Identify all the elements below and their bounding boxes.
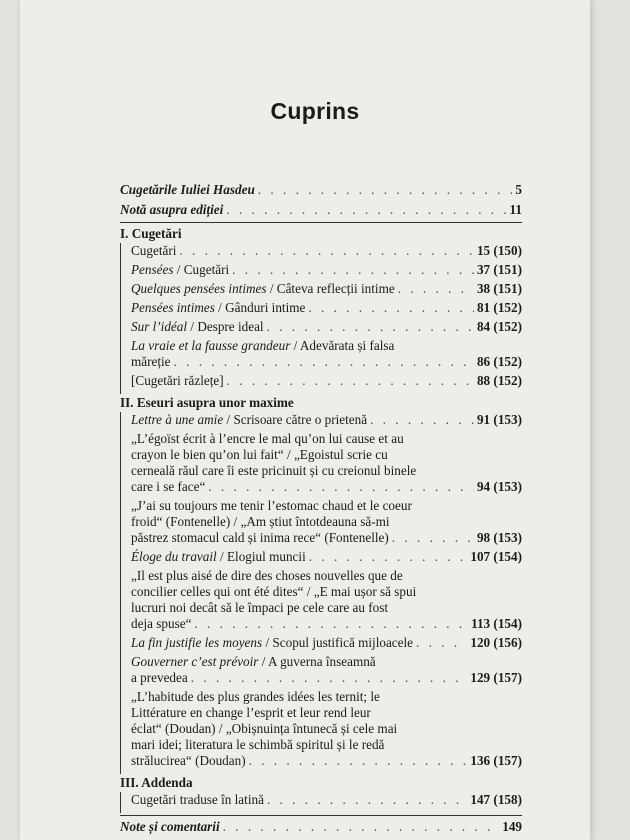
entry-page: 98 (153) [476, 530, 522, 545]
entry-text: deja spuse“ [131, 616, 192, 631]
leader-dots [232, 262, 474, 278]
toc-item-label: Notă asupra ediției [120, 202, 224, 217]
entry-line [131, 737, 522, 753]
toc-entry[interactable] [131, 300, 522, 316]
entry-text: mari idei; literatura le schimbă spiritul și le redă [131, 737, 385, 752]
entry-line [131, 654, 522, 670]
entry-line [131, 338, 522, 354]
entry-text: Littérature en change l’esprit et leur rend leur [131, 705, 371, 720]
toc-entry[interactable] [131, 412, 522, 428]
entry-separator: / [258, 654, 268, 669]
leader-dots [174, 354, 474, 370]
toc-item-page: 149 [502, 819, 522, 834]
entry-label [131, 243, 176, 259]
toc-item-page: 11 [509, 202, 522, 217]
leader-dots [227, 373, 474, 389]
entry-title-romanian-cont: a prevedea [131, 670, 188, 685]
sections [120, 226, 522, 813]
entry-label [131, 281, 395, 297]
entry-label [131, 300, 305, 316]
leader-dots [194, 616, 468, 632]
section-heading[interactable]: II. Eseuri asupra unor maxime [120, 395, 294, 410]
entry-separator: / [173, 262, 184, 277]
entry-text: păstrez stomacul cald și inima rece“ (Fontenelle) [131, 530, 389, 545]
page-title: Cuprins [270, 98, 360, 124]
entry-label [131, 654, 376, 670]
toc-entry[interactable] [131, 338, 522, 370]
toc-entry[interactable] [131, 431, 522, 495]
entry-text: „Il est plus aisé de dire des choses nouvelles que de [131, 568, 403, 583]
entry-line [131, 262, 522, 278]
leader-dots [398, 281, 474, 297]
toc-entry[interactable] [131, 654, 522, 686]
entry-title-french: La fin justifie les moyens [131, 635, 263, 650]
entry-separator: / [266, 281, 277, 296]
leader-dots [249, 753, 468, 769]
entry-page: 88 (152) [476, 373, 522, 388]
leader-dots [191, 670, 468, 686]
entry-line [131, 243, 522, 259]
entry-label [131, 635, 413, 651]
entry-text: cerneală răul care îi este pricinuit și cu creionul binele [131, 463, 417, 478]
leader-dots [258, 182, 513, 198]
toc-item-note[interactable] [120, 819, 522, 835]
entry-title-french: Gouverner c’est prévoir [131, 654, 259, 669]
entry-title-romanian: Câteva reflecții intime [276, 281, 395, 296]
entry-title-french: Pensées [131, 262, 174, 277]
section-entries [120, 243, 522, 394]
entry-title-romanian: Cugetări [183, 262, 230, 277]
toc-section [120, 775, 522, 813]
entry-page: 81 (152) [476, 300, 522, 315]
toc-entry[interactable] [131, 243, 522, 259]
entry-label [131, 412, 367, 428]
entry-title-french: Lettre à une amie [131, 412, 224, 427]
entry-text: concilier celles qui ont été dites“ / „E mai ușor să spui [131, 584, 417, 599]
leader-dots [309, 549, 468, 565]
entry-title-romanian: Cugetări traduse în latină [131, 792, 264, 807]
entry-line [131, 498, 522, 514]
leader-dots [370, 412, 474, 428]
toc-section [120, 226, 522, 394]
entry-page: 120 (156) [470, 635, 522, 650]
entry-line [131, 584, 522, 600]
leader-dots [208, 479, 474, 495]
section-entries [120, 412, 522, 774]
entry-label [131, 262, 229, 278]
entry-line [131, 530, 522, 546]
section-heading[interactable]: III. Addenda [120, 775, 193, 790]
divider [120, 222, 522, 223]
toc-entry[interactable] [131, 792, 522, 808]
leader-dots [416, 635, 467, 651]
entry-separator: / [262, 635, 273, 650]
entry-line [131, 670, 522, 686]
entry-line [131, 373, 522, 389]
entry-text: „L’égoïst écrit à l’encre le mal qu’on lui cause et au [131, 431, 404, 446]
entry-line [131, 463, 522, 479]
entry-separator: / [187, 319, 198, 334]
entry-page: 91 (153) [476, 412, 522, 427]
entry-line [131, 721, 522, 737]
entry-line [131, 412, 522, 428]
toc-entry[interactable] [131, 635, 522, 651]
entry-line [131, 479, 522, 495]
entry-separator: / [290, 338, 300, 353]
leader-dots [226, 202, 506, 218]
entry-title-french: Quelques pensées intimes [131, 281, 267, 296]
entry-page: 15 (150) [476, 243, 522, 258]
section-heading[interactable]: I. Cugetări [120, 226, 182, 241]
entry-page: 147 (158) [470, 792, 522, 807]
entry-text: éclat“ (Doudan) / „Obișnuința întunecă și cele mai [131, 721, 398, 736]
entry-title-romanian: Gânduri intime [225, 300, 306, 315]
entry-page: 86 (152) [476, 354, 522, 369]
entry-line [131, 354, 522, 370]
entry-title-romanian: A guverna înseamnă [267, 654, 376, 669]
entry-separator: / [216, 549, 227, 564]
entry-title-romanian: Scrisoare către o prietenă [233, 412, 368, 427]
entry-label [131, 338, 394, 354]
entry-page: 113 (154) [471, 616, 522, 631]
toc-item-label: Note și comentarii [120, 819, 220, 834]
leader-dots [392, 530, 474, 546]
entry-line [131, 792, 522, 808]
leader-dots [223, 819, 500, 835]
entry-line [131, 300, 522, 316]
entry-line [131, 549, 522, 565]
toc-item-cugetarile[interactable] [120, 182, 522, 198]
leader-dots [267, 319, 474, 335]
entry-line [131, 600, 522, 616]
entry-text: crayon le bien qu’on lui fait“ / „Egoistul scrie cu [131, 447, 388, 462]
toc-entry[interactable] [131, 319, 522, 335]
entry-label [131, 319, 264, 335]
entry-title-french: Éloge du travail [131, 549, 217, 564]
toc-item-nota[interactable] [120, 202, 522, 218]
leader-dots [308, 300, 474, 316]
entry-page: 38 (151) [476, 281, 522, 296]
entry-label [131, 792, 264, 808]
entry-title-romanian: Cugetări [131, 243, 177, 258]
entry-line [131, 319, 522, 335]
entry-line [131, 689, 522, 705]
entry-page: 37 (151) [476, 262, 522, 277]
toc-entry[interactable] [131, 373, 522, 389]
leader-dots [179, 243, 474, 259]
toc-entry[interactable] [131, 689, 522, 769]
entry-label [131, 373, 224, 389]
entry-line [131, 514, 522, 530]
entry-title-romanian: Despre ideal [197, 319, 264, 334]
toc-entry[interactable] [131, 549, 522, 565]
section-entries [120, 792, 522, 813]
entry-title-romanian: Adevărata și falsa [299, 338, 395, 353]
table-of-contents [120, 182, 522, 839]
entry-text: lucruri noi decât să le împaci pe cele care au fost [131, 600, 389, 615]
toc-item-page: 5 [515, 182, 522, 197]
toc-section [120, 395, 522, 774]
entry-page: 94 (153) [476, 479, 522, 494]
entry-line [131, 705, 522, 721]
toc-entry[interactable] [131, 281, 522, 297]
entry-line [131, 431, 522, 447]
divider [120, 815, 522, 816]
entry-title-romanian-cont: măreție [131, 354, 171, 369]
entry-title-french: Pensées intimes [131, 300, 215, 315]
entry-text: froid“ (Fontenelle) / „Am știut întotdeauna să-mi [131, 514, 390, 529]
entry-page: 107 (154) [470, 549, 522, 564]
entry-title-romanian: [Cugetări răzlețe] [131, 373, 224, 388]
entry-separator: / [214, 300, 226, 315]
entry-title-french: Sur l’idéal [131, 319, 188, 334]
entry-text: „L’habitude des plus grandes idées les ternit; le [131, 689, 380, 704]
entry-line [131, 281, 522, 297]
entry-title-romanian: Scopul justifică mijloacele [272, 635, 414, 650]
entry-text: „J’ai su toujours me tenir l’estomac chaud et le coeur [131, 498, 412, 513]
entry-text: strălucirea“ (Doudan) [131, 753, 246, 768]
entry-line [131, 568, 522, 584]
entry-line [131, 616, 522, 632]
entry-label [131, 549, 306, 565]
entry-line [131, 447, 522, 463]
leader-dots [267, 792, 467, 808]
entry-page: 129 (157) [470, 670, 522, 685]
toc-entry[interactable] [131, 568, 522, 632]
toc-entry[interactable] [131, 498, 522, 546]
entry-title-french: La vraie et la fausse grandeur [131, 338, 291, 353]
entry-text: care i se face“ [131, 479, 206, 494]
toc-entry[interactable] [131, 262, 522, 278]
entry-separator: / [223, 412, 234, 427]
entry-line [131, 635, 522, 651]
toc-item-label: Cugetările Iuliei Hasdeu [120, 182, 255, 197]
entry-page: 136 (157) [470, 753, 522, 768]
entry-page: 84 (152) [476, 319, 522, 334]
entry-title-romanian: Elogiul muncii [226, 549, 306, 564]
entry-line [131, 753, 522, 769]
